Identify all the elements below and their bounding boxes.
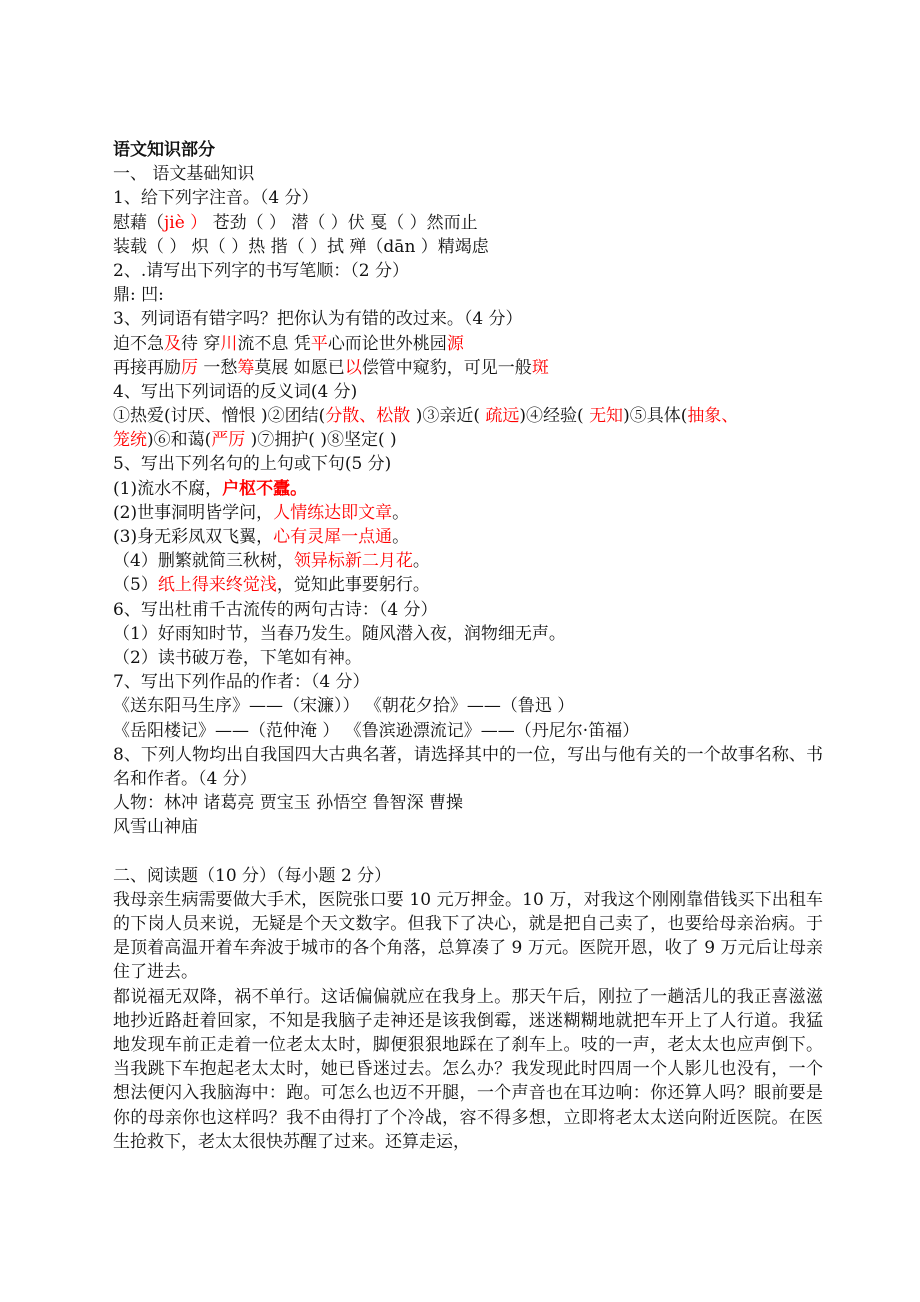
question-1-title: 1、给下列字注音。（4 分） — [113, 188, 319, 209]
answer: 斑 — [531, 357, 549, 378]
question-2-line: 鼎: 凹: — [113, 285, 164, 306]
reading-paragraph-2: 都说福无双降，祸不单行。这话偏偏就应在我身上。那天午后，刚拉了一趟活儿的我正喜滋滋地抄近路赶着回家，不知是我脑子走神还是该我倒霉，迷迷糊糊地就把车开上了人行道。我猛地发现车前正走着一位老太太时，脚便狠狠地踩在了刹车上。吱的一声，老太太也应声倒下。当我跳下车抱起老太太时，她已昏迷过去。怎么办？我发现此时四周一个人影儿也没有，一个想法便闪入我脑海中：跑。可怎么也迈不开腿，一个声音也在耳边响：你还算人吗？眼前要是你的母亲你也这样吗？我不由得打了个冷战，容不得多想，立即将老太太送向附近医院。在医生抢救下，老太太很快苏醒了过来。还算走运， — [113, 986, 823, 1152]
spacer — [113, 839, 823, 863]
answer: 以 — [344, 357, 362, 378]
text: 待 穿 — [181, 333, 221, 354]
answer: 笼统 — [113, 430, 147, 451]
question-7-item-1: 《送东阳马生序》——（宋濂）） 《朝花夕拾》——（鲁迅 ） — [113, 696, 575, 717]
answer: 人情练达即文章 — [273, 502, 393, 523]
question-1-line-2: 装载（ ） 炽（ ）热 揩（ ）拭 殚（dān ）精竭虑 — [113, 236, 489, 257]
answer: jiè ） — [164, 212, 208, 233]
text: 慰藉（ — [113, 212, 164, 233]
question-6-title: 6、写出杜甫千古流传的两句古诗：（4 分） — [113, 599, 438, 620]
question-8-characters: 人物：林冲 诸葛亮 贾宝玉 孙悟空 鲁智深 曹操 — [113, 793, 464, 814]
text: 心而论世外桃园 — [327, 333, 447, 354]
answer: 领异标新二月花 — [293, 551, 413, 572]
question-3-line-2 — [113, 356, 823, 380]
text: (2)世事洞明皆学问， — [113, 502, 274, 523]
text: 一愁 — [198, 357, 238, 378]
question-1-line-1 — [113, 211, 823, 235]
question-8-title: 8、下列人物均出自我国四大古典名著，请选择其中的一位，写出与他有关的一个故事名称、书名和作者。（4 分） — [113, 744, 823, 789]
text: ，觉知此事要躬行。 — [276, 575, 430, 596]
question-5-item-4 — [113, 549, 823, 573]
text: )⑥和蔼( — [147, 430, 212, 451]
answer: 严厉 — [211, 430, 246, 451]
text: 。 — [392, 527, 410, 547]
question-5-title: 5、写出下列名句的上句或下句(5 分) — [113, 454, 392, 475]
answer: 无知 — [589, 406, 624, 427]
question-8-answer: 风雪山神庙 — [113, 817, 198, 838]
answer: 源 — [446, 333, 464, 354]
question-4-title: 4、写出下列词语的反义词(4 分) — [113, 381, 358, 402]
question-2-title: 2、.请写出下列字的书写笔顺：（2 分） — [113, 260, 409, 281]
text: (1)流水不腐， — [113, 478, 223, 499]
answer: 户枢不蠹 — [222, 478, 291, 499]
text: （5） — [113, 575, 158, 596]
question-3-title: 3、列词语有错字吗？把你认为有错的改过来。（4 分） — [113, 309, 523, 330]
question-5-item-2 — [113, 501, 823, 525]
text: 。 — [290, 478, 308, 499]
answer: 川 — [220, 333, 238, 354]
question-3-line-1 — [113, 332, 823, 356]
answer: 分散、松散 — [325, 406, 411, 427]
section-heading-reading: 二、阅读题（10 分）（每小题 2 分） — [113, 865, 392, 886]
text: )③亲近( — [410, 406, 486, 427]
text: 迫不急 — [113, 333, 164, 354]
question-4-line-2 — [113, 428, 823, 452]
question-5-item-1 — [113, 477, 823, 501]
text: )⑤具体( — [623, 406, 688, 427]
text: )④经验( — [519, 406, 590, 427]
text: (3)身无彩凤双飞翼， — [113, 527, 274, 547]
document-page — [113, 138, 823, 1154]
question-7-title: 7、写出下列作品的作者：（4 分） — [113, 672, 370, 693]
section-heading-basics: 一、 语文基础知识 — [113, 164, 255, 185]
answer: 厉 — [181, 357, 198, 378]
text: 。 — [412, 551, 430, 572]
text: 。 — [392, 502, 410, 523]
answer: 疏远 — [485, 406, 520, 427]
answer: 及 — [164, 333, 181, 354]
text: 苍劲（ ） 潜（ ）伏 戛（ ）然而止 — [207, 212, 478, 233]
text: （4）删繁就简三秋树， — [113, 551, 294, 572]
text: 莫展 如愿已 — [254, 357, 345, 378]
text: 偿管中窥豹，可见一般 — [361, 357, 532, 378]
answer: 纸上得来终觉浅 — [157, 575, 277, 596]
text: 流不息 凭 — [237, 333, 311, 354]
question-7-item-2: 《岳阳楼记》——（范仲淹 ） 《鲁滨逊漂流记》——（丹尼尔·笛福） — [113, 720, 640, 741]
answer: 心有灵犀一点通 — [273, 527, 393, 547]
text: ①热爱(讨厌、憎恨 )②团结( — [113, 406, 326, 427]
answer: 筹 — [237, 357, 255, 378]
question-6-item-1: （1）好雨知时节，当春乃发生。随风潜入夜，润物细无声。 — [113, 623, 566, 644]
question-4-line-1 — [113, 404, 823, 428]
question-6-item-2: （2）读书破万卷，下笔如有神。 — [113, 647, 362, 668]
text: 再接再励 — [113, 357, 181, 378]
text: )⑦拥护( )⑧坚定( ) — [245, 430, 397, 451]
reading-paragraph-1: 我母亲生病需要做大手术，医院张口要 10 元万押金。10 万，对我这个刚刚靠借钱买下出租车的下岗人员来说，无疑是个天文数字。但我下了决心，就是把自己卖了，也要给母亲治病。于是顶着高温开着车奔波于城市的各个角落，总算凑了 9 万元。医院开恩，收了 9 万元后让母亲住了进去。 — [113, 889, 823, 983]
question-5-item-5 — [113, 573, 823, 597]
question-5-item-3 — [113, 525, 823, 549]
answer: 抽象、 — [687, 406, 739, 427]
document-title: 语文知识部分 — [113, 140, 215, 160]
answer: 平 — [310, 333, 328, 354]
